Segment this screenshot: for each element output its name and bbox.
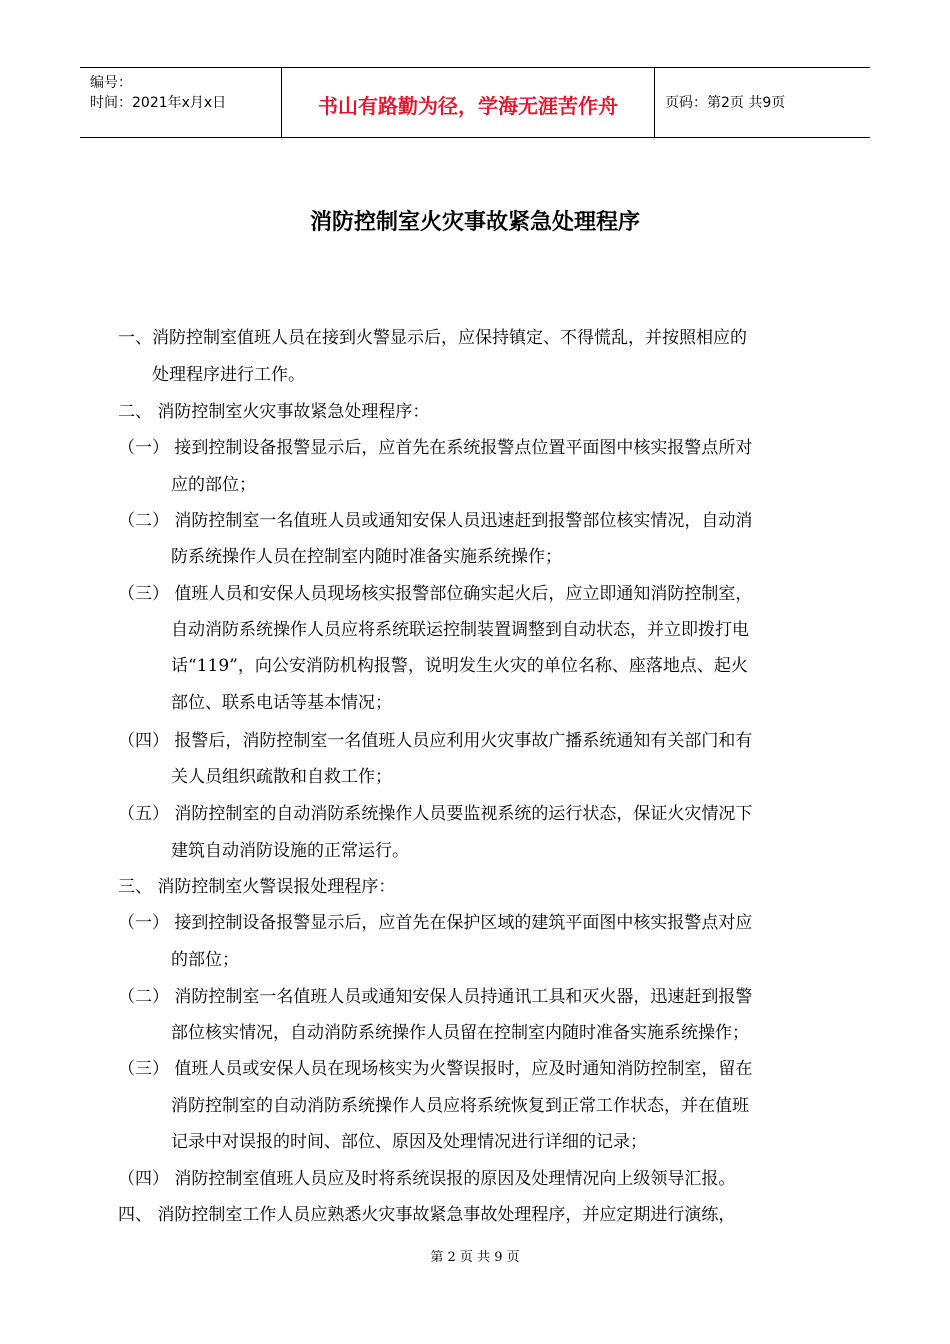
body-line: 三、 消防控制室火警误报处理程序：	[118, 877, 396, 897]
header-page-cell	[655, 68, 870, 137]
document-number: 编号：	[90, 75, 132, 91]
body-line: 应的部位；	[171, 475, 256, 495]
body-line: （五） 消防控制室的自动消防系统操作人员要监视系统的运行状态，保证火灾情况下	[118, 804, 753, 824]
body-line: （四） 报警后，消防控制室一名值班人员应利用火灾事故广播系统通知有关部门和有	[118, 731, 753, 751]
body-line: 二、 消防控制室火灾事故紧急处理程序：	[118, 402, 430, 422]
page-footer: 第 2 页 共 9 页	[430, 1250, 520, 1265]
body-line: 消防控制室的自动消防系统操作人员应将系统恢复到正常工作状态，并在值班	[171, 1096, 749, 1116]
header-motto-cell	[282, 68, 655, 137]
page-header	[80, 67, 870, 138]
motto: 书山有路勤为径，学海无涯苦作舟	[318, 94, 618, 118]
body-line: 四、 消防控制室工作人员应熟悉火灾事故紧急事故处理程序，并应定期进行演练，	[118, 1205, 736, 1225]
body-line: （二） 消防控制室一名值班人员或通知安保人员迅速赶到报警部位核实情况，自动消	[118, 511, 753, 531]
body-line: （三） 值班人员和安保人员现场核实报警部位确实起火后，应立即通知消防控制室，	[118, 584, 753, 604]
body-line: 部位、联系电话等基本情况；	[171, 693, 392, 713]
body-line: 记录中对误报的时间、部位、原因及处理情况进行详细的记录；	[171, 1132, 647, 1152]
body-line: 防系统操作人员在控制室内随时准备实施系统操作；	[171, 547, 562, 567]
body-line: （二） 消防控制室一名值班人员或通知安保人员持通讯工具和灭火器，迅速赶到报警	[118, 987, 753, 1007]
document-title: 消防控制室火灾事故紧急处理程序	[309, 210, 640, 235]
body-line: 的部位；	[171, 950, 239, 970]
body-line: （三） 值班人员或安保人员在现场核实为火警误报时，应及时通知消防控制室，留在	[118, 1059, 753, 1079]
document-date: 时间：2021年x月x日	[90, 95, 227, 111]
body-line: （四） 消防控制室值班人员应及时将系统误报的原因及处理情况向上级领导汇报。	[118, 1169, 736, 1189]
body-line: 话“119”，向公安消防机构报警，说明发生火灾的单位名称、座落地点、起火	[171, 656, 748, 676]
page-code: 页码：第2页 共9页	[665, 95, 786, 111]
body-line: 建筑自动消防设施的正常运行。	[171, 841, 409, 861]
body-line: （一） 接到控制设备报警显示后，应首先在保护区域的建筑平面图中核实报警点对应	[118, 913, 753, 933]
body-line: 关人员组织疏散和自救工作；	[171, 767, 392, 787]
header-meta-cell	[80, 68, 282, 137]
body-line: （一） 接到控制设备报警显示后，应首先在系统报警点位置平面图中核实报警点所对	[118, 438, 753, 458]
body-line: 处理程序进行工作。	[152, 365, 305, 385]
body-line: 部位核实情况，自动消防系统操作人员留在控制室内随时准备实施系统操作；	[171, 1023, 749, 1043]
body-line: 自动消防系统操作人员应将系统联运控制装置调整到自动状态，并立即拨打电	[171, 620, 749, 640]
body-line: 一、消防控制室值班人员在接到火警显示后，应保持镇定、不得慌乱，并按照相应的	[118, 328, 747, 348]
